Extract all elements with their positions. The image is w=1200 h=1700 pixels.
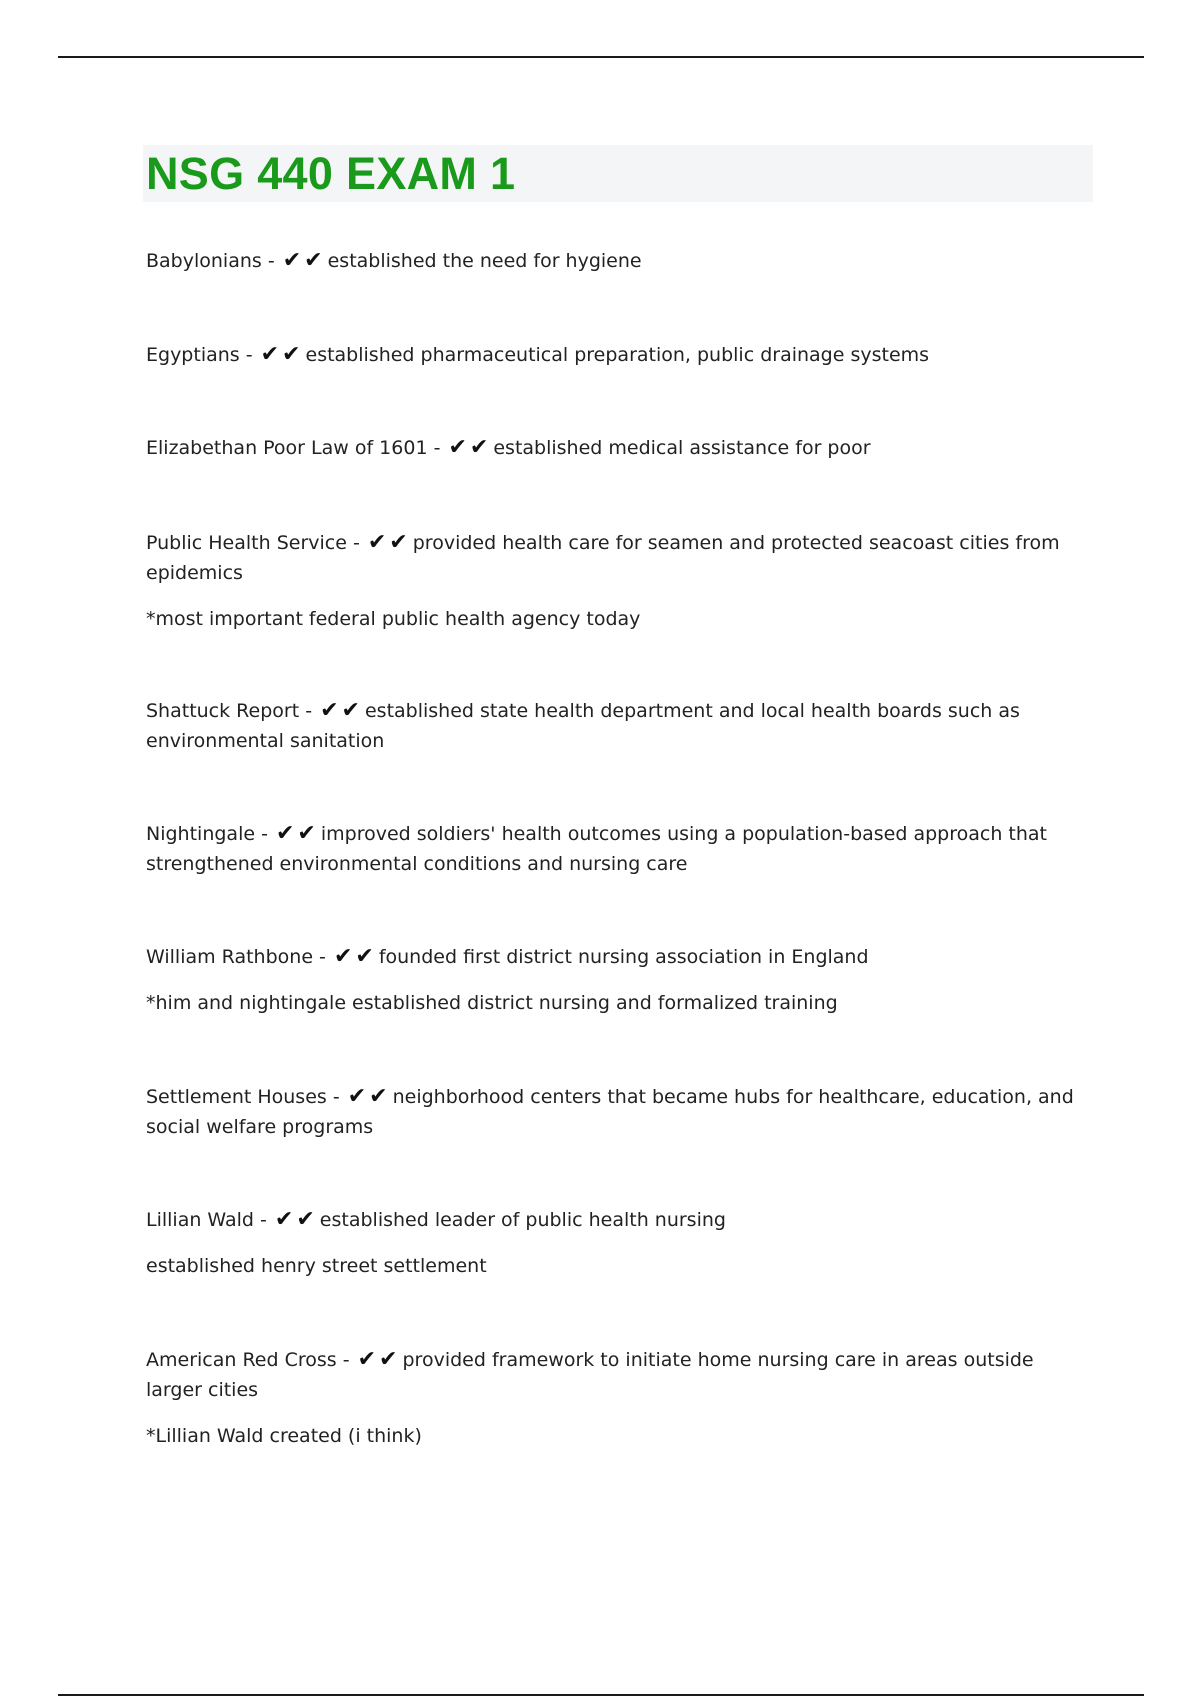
double-check-icon: ✔✔ bbox=[282, 248, 326, 273]
entry-definition: established the need for hygiene bbox=[327, 250, 642, 272]
entry-settlement-houses bbox=[146, 1082, 1086, 1142]
entry-line bbox=[146, 696, 1086, 756]
entry-american-red-cross bbox=[146, 1345, 1086, 1451]
entry-term: Elizabethan Poor Law of 1601 - bbox=[146, 437, 441, 459]
entry-line bbox=[146, 433, 1086, 463]
top-rule bbox=[58, 56, 1144, 58]
entry-line bbox=[146, 528, 1086, 588]
entry-william-rathbone bbox=[146, 942, 1086, 1018]
entry-term: Lillian Wald - bbox=[146, 1209, 267, 1231]
entry-definition: provided health care for seamen and protected seacoast cities from epidemics bbox=[146, 532, 1060, 584]
double-check-icon: ✔✔ bbox=[260, 342, 304, 367]
double-check-icon: ✔✔ bbox=[333, 944, 377, 969]
entry-line bbox=[146, 819, 1086, 879]
entry-definition: provided framework to initiate home nursing care in areas outside larger cities bbox=[146, 1349, 1034, 1401]
entry-definition: improved soldiers' health outcomes using a population-based approach that strengthened environmental conditions and nursing care bbox=[146, 823, 1048, 875]
entry-note: *most important federal public health agency today bbox=[146, 608, 641, 630]
double-check-icon: ✔✔ bbox=[275, 821, 319, 846]
entry-note: established henry street settlement bbox=[146, 1255, 487, 1277]
entry-definition: established state health department and local health boards such as environmental sanitation bbox=[146, 700, 1020, 752]
entry-definition: founded first district nursing association in England bbox=[378, 946, 869, 968]
entry-babylonians bbox=[146, 246, 1086, 276]
entry-line bbox=[146, 942, 1086, 972]
entry-definition: established pharmaceutical preparation, public drainage systems bbox=[305, 344, 930, 366]
entry-note: *Lillian Wald created (i think) bbox=[146, 1425, 422, 1447]
entry-elizabethan-poor-law bbox=[146, 433, 1086, 463]
entry-shattuck-report bbox=[146, 696, 1086, 756]
entry-line bbox=[146, 246, 1086, 276]
entry-nightingale bbox=[146, 819, 1086, 879]
entry-term: William Rathbone - bbox=[146, 946, 326, 968]
entry-term: Egyptians - bbox=[146, 344, 253, 366]
double-check-icon: ✔✔ bbox=[347, 1084, 391, 1109]
entry-definition: neighborhood centers that became hubs for healthcare, education, and social welfare programs bbox=[146, 1086, 1074, 1138]
entry-term: American Red Cross - bbox=[146, 1349, 350, 1371]
entry-line bbox=[146, 1205, 1086, 1235]
document-title: NSG 440 EXAM 1 bbox=[146, 148, 516, 199]
entry-line bbox=[146, 340, 1086, 370]
double-check-icon: ✔✔ bbox=[367, 530, 411, 555]
entry-public-health-service bbox=[146, 528, 1086, 634]
entry-term: Nightingale - bbox=[146, 823, 268, 845]
bottom-rule bbox=[58, 1694, 1144, 1696]
entry-definition: established medical assistance for poor bbox=[493, 437, 871, 459]
entry-term: Shattuck Report - bbox=[146, 700, 313, 722]
entry-term: Babylonians - bbox=[146, 250, 275, 272]
entry-line bbox=[146, 1345, 1086, 1405]
double-check-icon: ✔✔ bbox=[448, 435, 492, 460]
entry-line bbox=[146, 1082, 1086, 1142]
title-band bbox=[143, 145, 1093, 202]
double-check-icon: ✔✔ bbox=[274, 1207, 318, 1232]
double-check-icon: ✔✔ bbox=[320, 698, 363, 723]
entry-term: Settlement Houses - bbox=[146, 1086, 340, 1108]
double-check-icon: ✔✔ bbox=[357, 1347, 401, 1372]
entry-lillian-wald bbox=[146, 1205, 1086, 1281]
entry-egyptians bbox=[146, 340, 1086, 370]
entry-term: Public Health Service - bbox=[146, 532, 360, 554]
entry-definition: established leader of public health nursing bbox=[319, 1209, 726, 1231]
entry-note: *him and nightingale established district nursing and formalized training bbox=[146, 992, 838, 1014]
